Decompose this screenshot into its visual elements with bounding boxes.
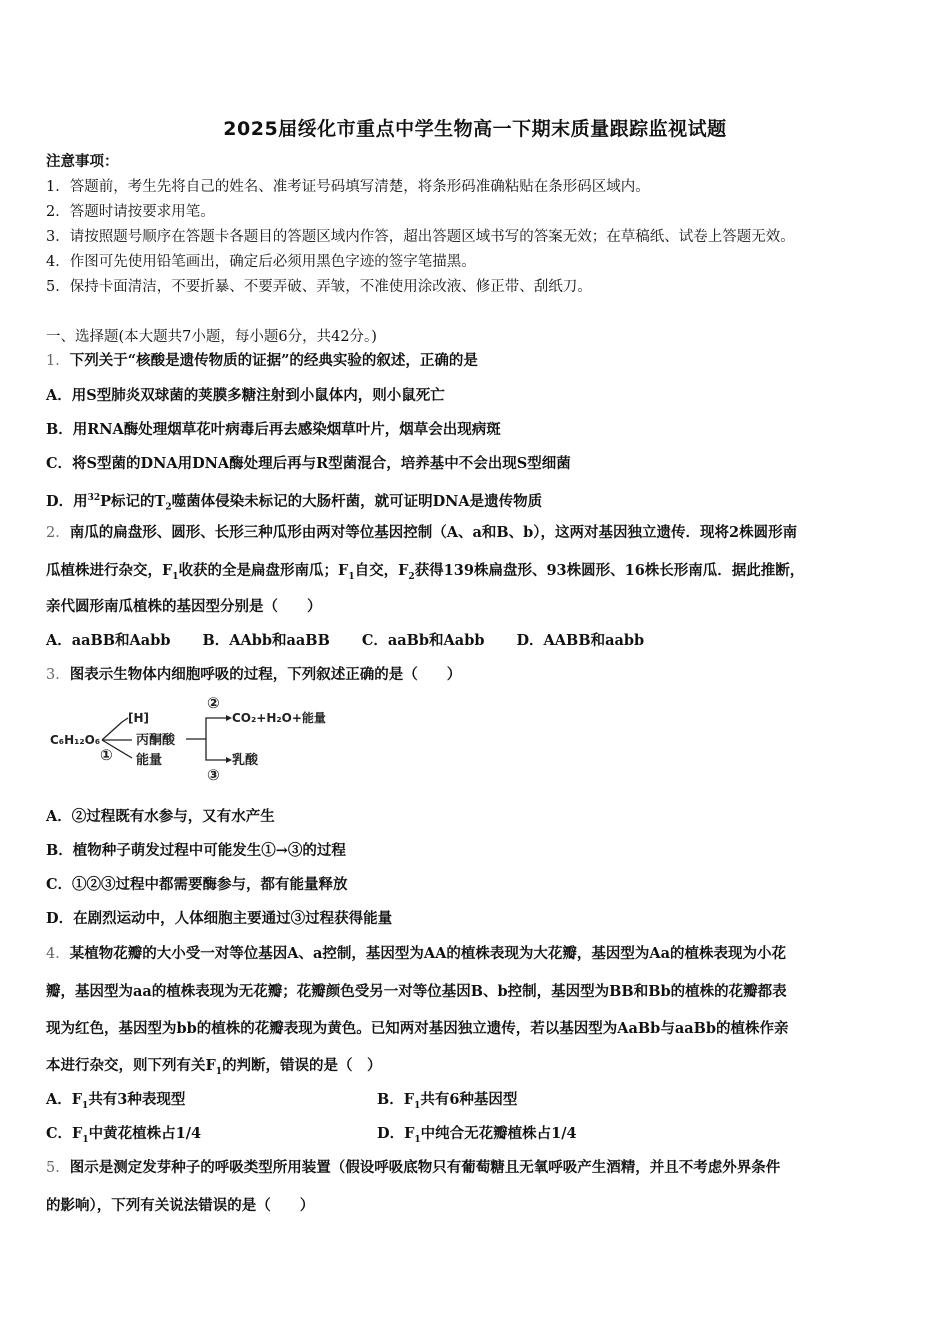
subscript: 2 <box>408 571 415 582</box>
q4-option-c <box>46 1125 201 1149</box>
text: 的判断，错误的是（ ） <box>222 1057 382 1074</box>
question-1-stem <box>46 352 478 370</box>
question-3-stem <box>46 666 461 684</box>
q2-option-c: C．aaBb和Aabb <box>361 632 485 649</box>
respiration-diagram <box>46 692 336 784</box>
question-5-stem-line <box>46 1159 780 1177</box>
text: D．用 <box>46 492 88 510</box>
text: 获得139株扁盘形、93株圆形、16株长形南瓜．据此推断， <box>414 562 805 579</box>
stem-text: 图示是测定发芽种子的呼吸类型所用装置（假设呼吸底物只有葡萄糖且无氧呼吸产生酒精，并且不考虑外界条件 <box>69 1159 781 1176</box>
q3-option-a: A．②过程既有水参与，又有水产生 <box>46 808 275 825</box>
notice-item: 4．作图可先使用铅笔画出，确定后必须用黑色字迹的签字笔描黑。 <box>46 254 476 270</box>
arrow-to-h <box>102 722 122 740</box>
question-4-stem-line: 瓣，基因型为aa的植株表现为无花瓣；花瓣颜色受另一对等位基因B、b控制，基因型为BB和Bb的植株的花瓣都表 <box>46 983 787 1000</box>
text: 瓜植株进行杂交，F <box>46 562 173 579</box>
notice-item: 3．请按照题号顺序在答题卡各题目的答题区域内作答，超出答题区域书写的答案无效；在草稿纸、试卷上答题无效。 <box>46 229 795 245</box>
question-number: 5． <box>46 1160 70 1176</box>
question-2-stem-line: 亲代圆形南瓜植株的基因型分别是（ ） <box>46 598 322 615</box>
notice-item: 1．答题前，考生先将自己的姓名、准考证号码填写清楚，将条形码准确粘贴在条形码区域内。 <box>46 179 650 195</box>
arrow-aerobic <box>186 718 226 739</box>
energy-label: 能量 <box>136 753 163 768</box>
step-3-label: ③ <box>207 766 220 784</box>
subscript: 1 <box>215 1066 223 1077</box>
q3-option-d: D．在剧烈运动中，人体细胞主要通过③过程获得能量 <box>46 910 393 927</box>
q1-option-a: A．用S型肺炎双球菌的荚膜多糖注射到小鼠体内，则小鼠死亡 <box>46 387 445 404</box>
text: 自交，F <box>354 562 409 579</box>
q4-option-a <box>46 1091 185 1115</box>
q2-option-b: B．AAbb和aaBB <box>202 632 330 649</box>
subscript: 1 <box>348 571 355 582</box>
q2-option-d: D．AABB和aabb <box>516 632 645 649</box>
notice-item: 5．保持卡面清洁，不要折暴、不要弄破、弄皱，不准使用涂改液、修正带、刮纸刀。 <box>46 279 592 295</box>
text: 本进行杂交，则下列有关F <box>46 1057 216 1074</box>
subscript: 1 <box>82 1134 89 1145</box>
q1-option-b: B．用RNA酶处理烟草花叶病毒后再去感染烟草叶片，烟草会出现病斑 <box>46 421 501 438</box>
text: 中黄花植株占1/4 <box>88 1125 202 1142</box>
question-2-stem-line <box>46 562 804 586</box>
stem-text: 下列关于“核酸是遗传物质的证据”的经典实验的叙述，正确的是 <box>69 352 478 369</box>
q1-option-c: C．将S型菌的DNA用DNA酶处理后再与R型菌混合，培养基中不会出现S型细菌 <box>46 455 571 472</box>
subscript: 2 <box>165 502 172 513</box>
arrow-anaerobic <box>206 739 226 760</box>
text: 噬菌体侵染未标记的大肠杆菌，就可证明DNA是遗传物质 <box>171 492 543 510</box>
q3-option-b: B．植物种子萌发过程中可能发生①→③的过程 <box>46 842 346 859</box>
question-number: 1． <box>46 353 70 369</box>
notice-heading: 注意事项： <box>46 153 119 170</box>
text: 共有6种基因型 <box>420 1091 518 1108</box>
step-1-label: ① <box>100 746 113 764</box>
q4-option-d <box>377 1125 577 1149</box>
question-2-stem-line <box>46 524 797 542</box>
subscript: 1 <box>172 571 179 582</box>
step-2-label: ② <box>207 694 220 712</box>
aerobic-products-label: CO₂+H₂O+能量 <box>232 711 326 725</box>
stem-text: 某植物花瓣的大小受一对等位基因A、a控制，基因型为AA的植株表现为大花瓣，基因型为Aa的植株表现为小花 <box>69 945 787 962</box>
page-title: 2025届绥化市重点中学生物高一下期末质量跟踪监视试题 <box>223 118 727 140</box>
question-number: 4． <box>46 946 70 962</box>
question-4-stem-line <box>46 945 786 963</box>
text: B．F <box>377 1091 415 1108</box>
glucose-label: C₆H₁₂O₆ <box>50 733 101 747</box>
subscript: 1 <box>414 1134 421 1145</box>
notice-item: 2．答题时请按要求用笔。 <box>46 204 215 220</box>
stem-text: 南瓜的扁盘形、圆形、长形三种瓜形由两对等位基因控制（A、a和B、b），这两对基因独立遗传．现将2株圆形南 <box>69 524 798 541</box>
q1-option-d <box>46 489 542 517</box>
text: 中纯合无花瓣植株占1/4 <box>420 1125 577 1142</box>
subscript: 1 <box>82 1100 89 1111</box>
superscript: 32 <box>87 493 101 503</box>
question-5-stem-line: 的影响），下列有关说法错误的是（ ） <box>46 1197 315 1214</box>
question-number: 3． <box>46 667 70 683</box>
lactate-label: 乳酸 <box>232 753 259 768</box>
question-number: 2． <box>46 525 70 541</box>
text: C．F <box>46 1125 83 1142</box>
text: 收获的全是扁盘形南瓜；F <box>178 562 349 579</box>
subscript: 1 <box>414 1100 421 1111</box>
question-4-stem-line: 现为红色，基因型为bb的植株的花瓣表现为黄色。已知两对基因独立遗传，若以基因型为AaBb与aaBb的植株作亲 <box>46 1020 789 1037</box>
q2-option-a: A．aaBB和Aabb <box>46 632 171 649</box>
section-heading: 一、选择题(本大题共7小题，每小题6分，共42分。) <box>46 329 377 345</box>
stem-text: 图表示生物体内细胞呼吸的过程，下列叙述正确的是（ ） <box>69 666 462 683</box>
question-4-stem-line <box>46 1057 382 1081</box>
text: D．F <box>377 1125 415 1142</box>
text: A．F <box>46 1091 83 1108</box>
q2-options <box>46 632 676 650</box>
h-label: [H] <box>128 711 150 725</box>
q4-option-b <box>377 1091 517 1115</box>
text: P标记的T <box>100 492 166 510</box>
pyruvate-label: 丙酮酸 <box>136 733 176 748</box>
text: 共有3种表现型 <box>88 1091 186 1108</box>
q3-option-c: C．①②③过程中都需要酶参与，都有能量释放 <box>46 876 348 893</box>
